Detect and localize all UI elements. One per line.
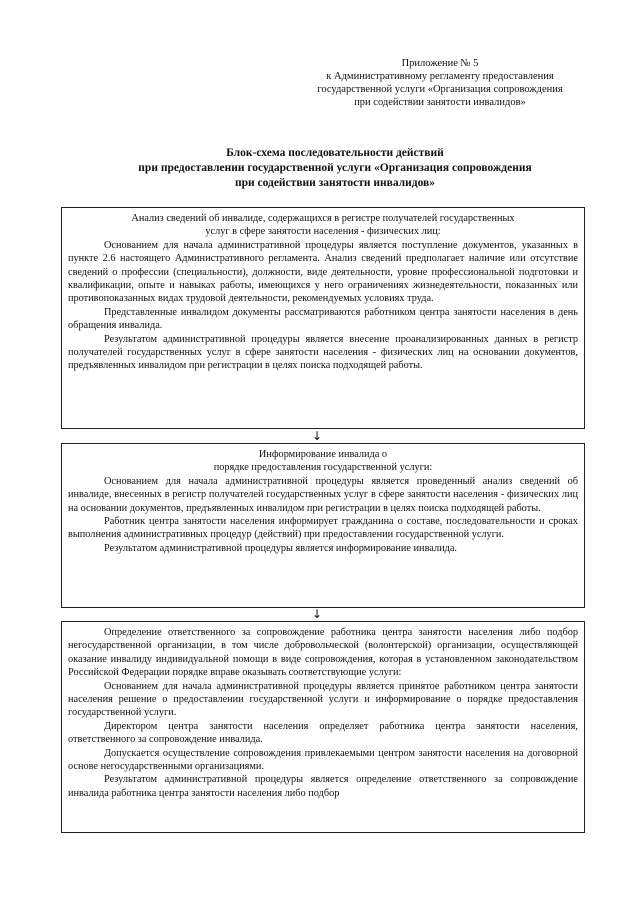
flow-arrow-down-icon: ↓ (312, 607, 323, 621)
block-paragraph: Определение ответственного за сопровождение работника центра занятости населения либо подбор негосударственной организации, в том числе добровольческой (волонтерской) организации, осуществляющей оказание инвалиду индивидуальной помощи в виде сопровождения, которая в установленном законодательством Российской Федерации порядке вправе оказывать соответствующие услуги: (68, 627, 578, 679)
title-line: Блок-схема последовательности действий (226, 147, 444, 159)
block-paragraph: Представленные инвалидом документы рассматриваются работником центра занятости населения в день обращения инвалида. (68, 306, 578, 332)
title-line: при предоставлении государственной услуги «Организация сопровождения (138, 162, 532, 174)
appendix-line: государственной услуги «Организация сопровождения (317, 84, 563, 95)
appendix-number: Приложение № 5 (401, 58, 479, 69)
title-line: при содействии занятости инвалидов» (234, 177, 436, 189)
document-title (95, 146, 575, 191)
block-paragraph: Результатом административной процедуры является внесение проанализированных данных в регистр получателей государственных услуг в сфере занятости населения - физических лиц на основании документов, предъявленных инвалидом при регистрации в целях поиска подходящей работы. (68, 333, 578, 372)
appendix-line: к Административному регламенту предоставления (326, 71, 554, 82)
block-heading: Анализ сведений об инвалиде, содержащихся в регистре получателей государственных (131, 213, 515, 224)
appendix-line: при содействии занятости инвалидов» (354, 97, 526, 108)
block-paragraph: Работник центра занятости населения информирует гражданина о составе, последовательности и сроках выполнения административных процедур (действий) при предоставлении государственной услуги. (68, 516, 578, 541)
block-paragraph: Основанием для начала административной процедуры является принятое работником центра занятости населения решение о предоставлении государственной услуги и информирование о порядке предоставления государственной услуги. (68, 680, 578, 719)
flow-arrow-down-icon: ↓ (312, 429, 323, 443)
block-heading: услуг в сфере занятости населения - физических лиц: (205, 226, 441, 238)
flowchart-block-assignment (61, 621, 585, 833)
flowchart-block-analysis (61, 207, 585, 429)
appendix-header (290, 57, 590, 109)
flowchart-block-informing (61, 443, 585, 608)
block-paragraph: Основанием для начала административной процедуры является проведенный анализ сведений об инвалиде, внесенных в регистр получателей государственных услуг в сфере занятости населения - физических лиц на основании документов, предъявленных инвалидом при регистрации в целях поиска подходящей работы. (68, 475, 578, 514)
block-paragraph: Результатом административной процедуры является определение ответственного за сопровождение инвалида работника центра занятости населения либо подбор (68, 774, 578, 799)
block-paragraph: Директором центра занятости населения определяет работника центра занятости населения, ответственного за сопровождение инвалида. (68, 720, 578, 746)
block-heading: Информирование инвалида о (258, 449, 388, 460)
block-heading: порядке предоставления государственной услуги: (213, 462, 433, 474)
block-paragraph: Результатом административной процедуры является информирование инвалида. (104, 542, 457, 554)
block-paragraph: Основанием для начала административной процедуры является поступление документов, указанных в пункте 2.6 настоящего Административного регламента. Анализ сведений предполагает наличие или отсутствие сведений о профессии (специальности), должности, виде деятельности, уровне профессиональной подготовки и квалификации, опыте и навыках работы, имеющихся у него ограничениях жизнедеятельности, показанных или противопоказанных видах трудовой деятельности, рекомендуемых условиях труда. (68, 239, 578, 305)
block-paragraph: Допускается осуществление сопровождения привлекаемыми центром занятости населения на договорной основе негосударственными организациями. (68, 747, 578, 773)
